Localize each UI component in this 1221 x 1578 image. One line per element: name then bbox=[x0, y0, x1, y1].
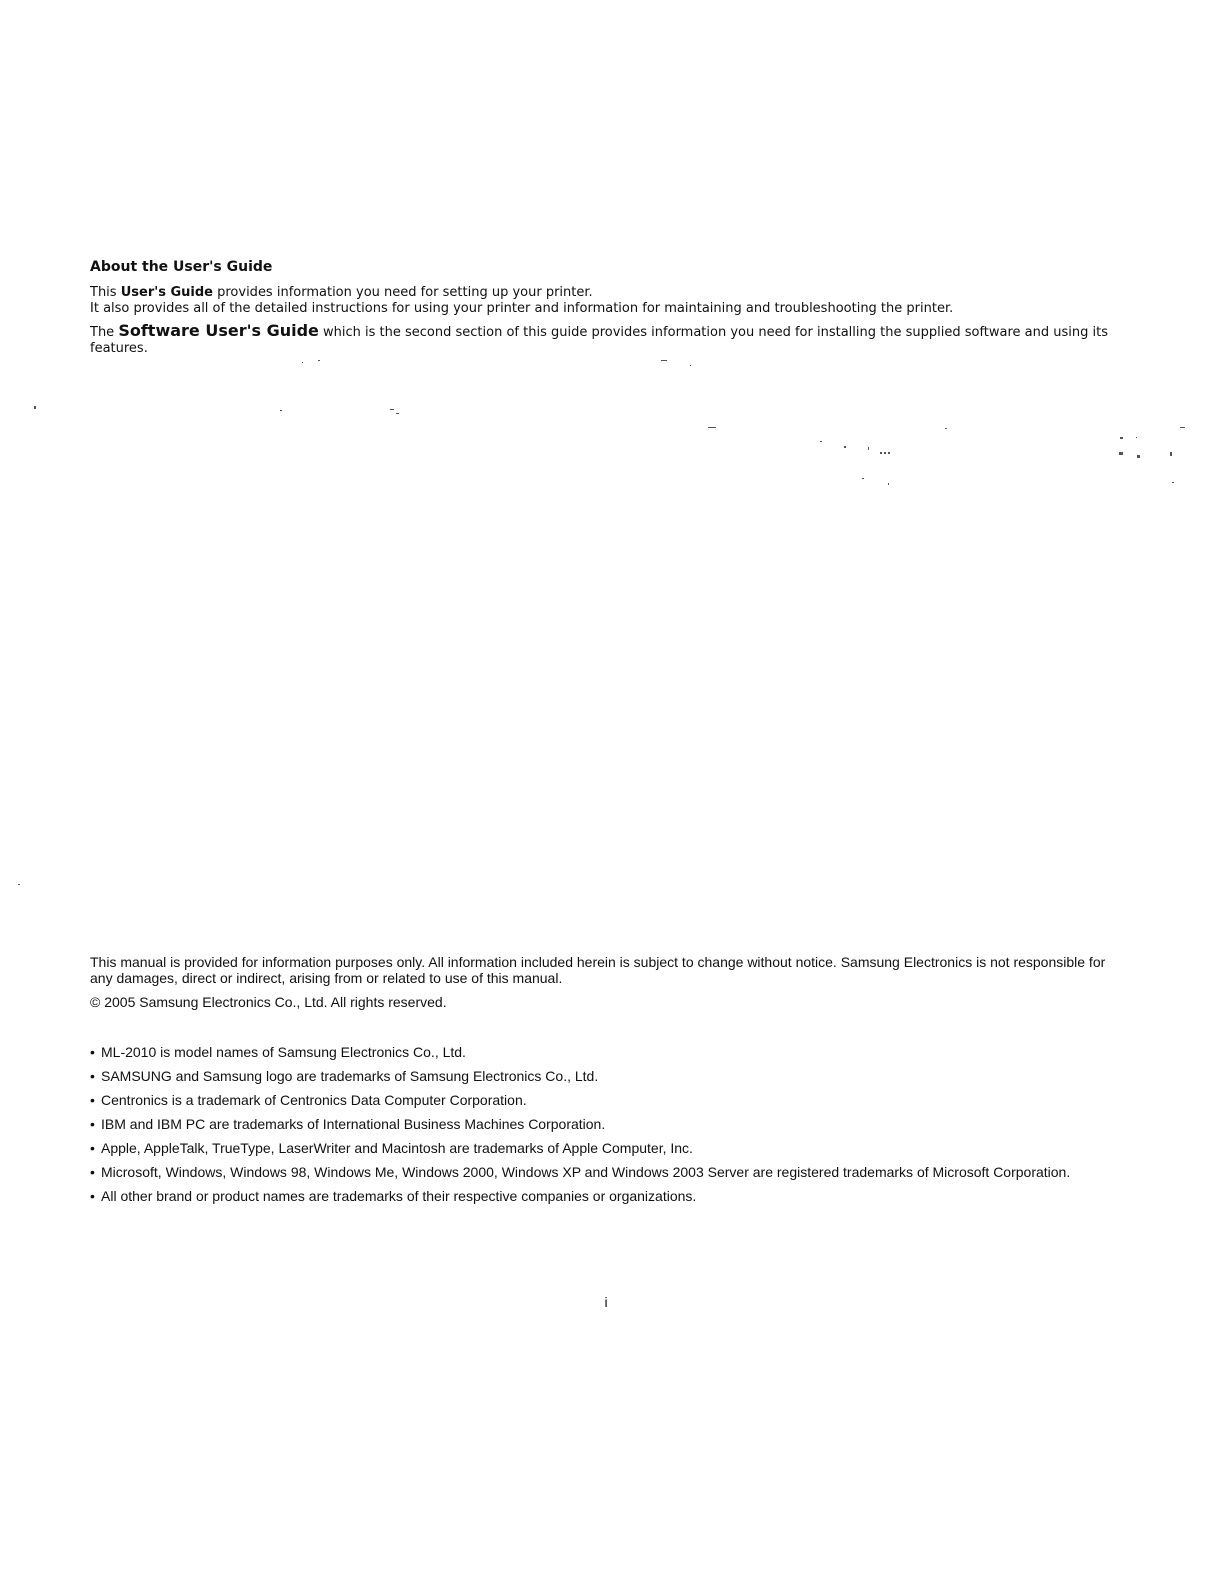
bullet-icon: • bbox=[90, 1164, 95, 1180]
about-users-guide-section bbox=[90, 258, 1135, 357]
trademark-text: All other brand or product names are trademarks of their respective companies or organizations. bbox=[101, 1188, 697, 1204]
trademark-list bbox=[90, 1044, 1120, 1204]
page-number: i bbox=[604, 1294, 608, 1310]
trademark-text: Apple, AppleTalk, TrueType, LaserWriter and Macintosh are trademarks of Apple Computer, Inc. bbox=[101, 1140, 693, 1156]
intro-second-line: It also provides all of the detailed instructions for using your printer and information for maintaining and troubleshooting the printer. bbox=[90, 301, 954, 316]
trademark-item bbox=[90, 1164, 1120, 1180]
bullet-icon: • bbox=[90, 1044, 95, 1060]
intro-prefix: This bbox=[90, 285, 121, 300]
copyright-text: © 2005 Samsung Electronics Co., Ltd. All rights reserved. bbox=[90, 994, 447, 1010]
bullet-icon: • bbox=[90, 1140, 95, 1156]
bullet-icon: • bbox=[90, 1188, 95, 1204]
bullet-icon: • bbox=[90, 1116, 95, 1132]
trademark-item bbox=[90, 1044, 1120, 1060]
legal-notice-section bbox=[90, 954, 1120, 1212]
trademark-text: ML-2010 is model names of Samsung Electronics Co., Ltd. bbox=[101, 1044, 466, 1060]
trademark-item bbox=[90, 1092, 1120, 1108]
trademark-item bbox=[90, 1068, 1120, 1084]
users-guide-bold: User's Guide bbox=[120, 285, 213, 300]
trademark-item bbox=[90, 1116, 1120, 1132]
disclaimer-text: This manual is provided for information purposes only. All information included herein is subject to change without notice. Samsung Electronics is not responsible for any damages, direct or indirect, arising from or related to use of this manual. bbox=[90, 954, 1106, 986]
trademark-text: IBM and IBM PC are trademarks of International Business Machines Corporation. bbox=[101, 1116, 606, 1132]
software-users-guide-bold: Software User's Guide bbox=[118, 321, 319, 340]
intro-paragraph bbox=[90, 285, 1135, 317]
trademark-text: Centronics is a trademark of Centronics Data Computer Corporation. bbox=[101, 1092, 527, 1108]
software-guide-paragraph bbox=[90, 323, 1135, 357]
trademark-text: SAMSUNG and Samsung logo are trademarks of Samsung Electronics Co., Ltd. bbox=[101, 1068, 599, 1084]
intro-suffix: provides information you need for setting up your printer. bbox=[212, 285, 593, 300]
trademark-item bbox=[90, 1188, 1120, 1204]
software-prefix: The bbox=[90, 325, 119, 340]
bullet-icon: • bbox=[90, 1068, 95, 1084]
bullet-icon: • bbox=[90, 1092, 95, 1108]
section-heading: About the User's Guide bbox=[90, 259, 273, 275]
trademark-text: Microsoft, Windows, Windows 98, Windows Me, Windows 2000, Windows XP and Windows 2003 Server are registered trademarks of Microsoft Corporation. bbox=[101, 1164, 1071, 1180]
trademark-item bbox=[90, 1140, 1120, 1156]
software-suffix: which is the second section of this guide provides information you need for installing the supplied software and using its features. bbox=[90, 325, 1109, 356]
